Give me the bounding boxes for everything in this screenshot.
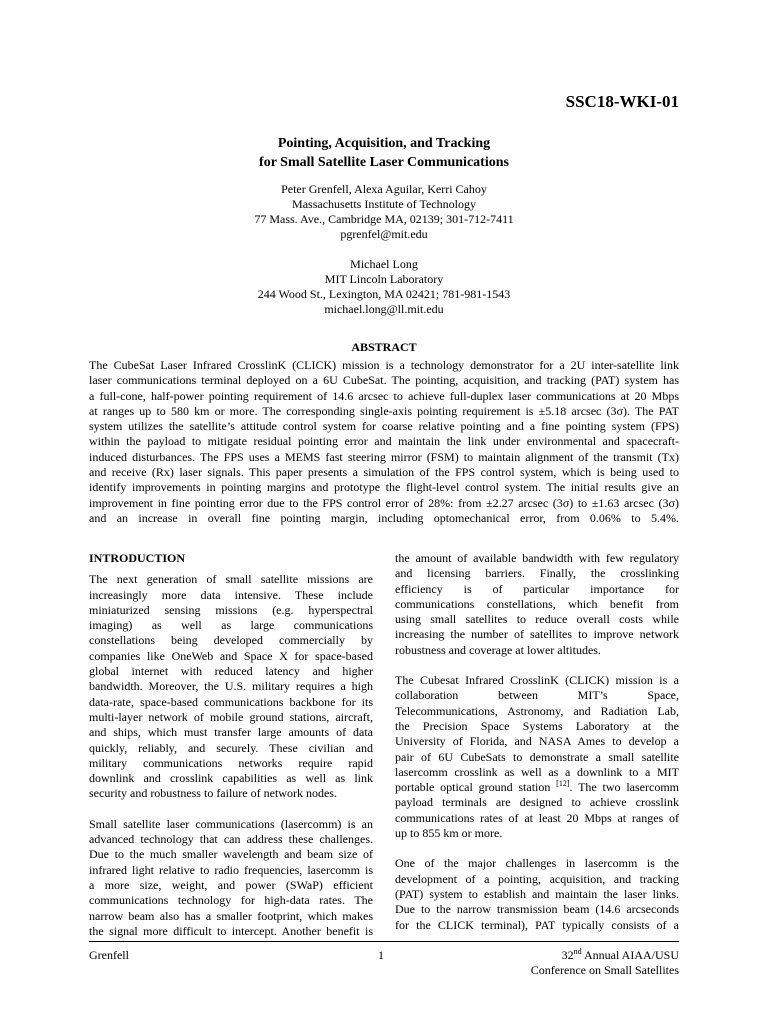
author-address: 77 Mass. Ave., Cambridge MA, 02139; 301-712-7411 — [254, 212, 514, 226]
abstract-line: and an increase in overall fine pointing margin, including optomechanical error, from 0.06% to 5.4%. — [89, 510, 679, 525]
text-line: imaging) as well as large communications — [89, 618, 373, 633]
abstract-line: The CubeSat Laser Infrared CrosslinK (CLICK) mission is a technology demonstrator for a 2U inter-satellite link — [89, 358, 679, 372]
text-line: One of the major challenges in lasercomm is the — [395, 856, 679, 871]
text-line: global internet with reduced latency and higher — [89, 664, 373, 679]
text-line: communications constellations, which benefit from — [395, 596, 679, 611]
conference-name: Annual AIAA/USU — [581, 948, 679, 962]
text-line: increasing the number of satellites to improve network — [395, 627, 679, 642]
text-line: communications rates of at least 20 Mbps at ranges of — [395, 810, 679, 825]
intro-paragraph-1 — [89, 572, 373, 801]
author-institution: Massachusetts Institute of Technology — [292, 197, 476, 211]
text-line: Due to the much smaller wavelength and beam size of — [89, 847, 373, 862]
conference-ordinal: 32 — [561, 948, 574, 962]
abstract-line: and receive (Rx) laser signals. This paper presents a simulation of the FPS control system, which is being used to — [89, 465, 679, 480]
abstract-line: at ranges up to 580 km or more. The corresponding single-axis pointing requirement is ±5.18 arcsec (3σ). The PAT — [89, 403, 679, 418]
author-block-2 — [0, 257, 768, 317]
section-heading-introduction: INTRODUCTION — [89, 551, 186, 565]
abstract-line: within the payload to mitigate residual pointing error and maintain the link under environmental and spacecraft- — [89, 434, 679, 449]
text-line: up to 855 km or more. — [395, 826, 503, 841]
author-email[interactable]: pgrenfel@mit.edu — [340, 227, 428, 241]
footer-divider — [89, 941, 679, 942]
text-line: a more size, weight, and power (SWaP) efficient — [89, 877, 373, 892]
text-fragment: portable optical ground station — [395, 780, 557, 795]
citation-ref[interactable]: [12] — [556, 779, 570, 789]
text-line: efficiency is of particular importance for — [395, 581, 679, 596]
text-line: Telecommunications, Astronomy, and Radiation Lab, — [395, 703, 679, 718]
title-line-2: for Small Satellite Laser Communications — [259, 155, 509, 170]
text-line: data-rate, space-based communications backbone for its — [89, 694, 373, 709]
text-line: collaboration between MIT’s Space, — [395, 688, 679, 703]
abstract-line: improvement in fine pointing error due to the FPS control error of 28%: from ±2.27 arcsec (3σ) to ±1.63 arcsec (3σ) — [89, 495, 679, 510]
text-line: (PAT) system to establish and maintain the laser links. — [395, 886, 679, 901]
author-address: 244 Wood St., Lexington, MA 02421; 781-981-1543 — [257, 287, 511, 301]
text-line: advanced technology that can address these challenges. — [89, 832, 373, 847]
footer-author: Grenfell — [89, 948, 129, 962]
conference-line-1 — [531, 948, 679, 963]
text-line: increasingly more data intensive. These include — [89, 587, 373, 602]
text-line: development of a pointing, acquisition, and tracking — [395, 871, 679, 886]
text-line: quickly, reliably, and securely. These civilian and — [89, 740, 373, 755]
paper-id: SSC18-WKI-01 — [565, 92, 679, 111]
text-line: multi-layer network of mobile ground stations, aircraft, — [89, 709, 373, 724]
intro-paragraph-2 — [89, 817, 373, 939]
text-line: miniaturized sensing missions (e.g. hyperspectral — [89, 602, 373, 617]
text-line: companies like OneWeb and Space X for space-based — [89, 648, 373, 663]
text-line-with-citation — [395, 780, 679, 795]
author-names: Michael Long — [350, 257, 418, 271]
text-line: the Precision Space Systems Laboratory at the — [395, 718, 679, 733]
text-line: communications technology for high-data rates. The — [89, 893, 373, 908]
text-line: infrared light relative to radio frequencies, lasercomm is — [89, 862, 373, 877]
right-paragraph-2 — [395, 673, 679, 841]
abstract-line: induced disturbances. The FPS uses a MEMS fast steering mirror (FSM) to maintain alignment of the transmit (Tx) — [89, 449, 679, 464]
right-paragraph-1 — [395, 551, 679, 658]
ordinal-suffix: nd — [573, 947, 582, 956]
abstract-line: system utilizes the satellite’s attitude control system for coarse relative pointing and a fine pointing system (FPS) — [89, 419, 679, 434]
text-line: The next generation of small satellite missions are — [89, 572, 373, 587]
author-institution: MIT Lincoln Laboratory — [324, 272, 444, 286]
conference-line-2: Conference on Small Satellites — [530, 963, 679, 977]
text-line: bandwidth. Moreover, the U.S. military requires a high — [89, 679, 373, 694]
text-line: constellations being developed commercially by — [89, 633, 373, 648]
text-line: the amount of available bandwidth with few regulatory — [395, 551, 679, 565]
right-paragraph-3 — [395, 856, 679, 932]
text-line: robustness and coverage at lower altitudes. — [395, 642, 601, 657]
footer-conference — [531, 948, 679, 978]
abstract-line: a full-cone, half-power pointing requirement of 14.6 arcsec to achieve full-duplex laser communications at 20 Mbps — [89, 388, 679, 403]
text-line: lasercomm crosslink as well as a downlink to a MIT — [395, 764, 679, 779]
paper-title — [0, 134, 768, 172]
abstract-body — [89, 358, 679, 526]
abstract-line: laser communications terminal deployed on a 6U CubeSat. The pointing, acquisition, and tracking (PAT) system has — [89, 373, 679, 388]
footer-page-number: 1 — [378, 948, 384, 962]
text-line: payload terminals are designed to achieve crosslink — [395, 795, 679, 810]
text-line: University of Florida, and NASA Ames to develop a — [395, 734, 679, 749]
right-column — [395, 551, 679, 933]
abstract-heading: ABSTRACT — [351, 340, 417, 354]
text-line: security and robustness to failure of network nodes. — [89, 786, 337, 801]
text-line: narrow beam also has a smaller footprint, which makes — [89, 908, 373, 923]
title-line-1: Pointing, Acquisition, and Tracking — [277, 136, 491, 151]
abstract-line: identify improvements in pointing margins and prototype the flight-level control system. The initial results give an — [89, 480, 679, 495]
text-line: and ships, which must transfer large amounts of data — [89, 725, 373, 740]
text-line: downlink and crosslink capabilities as well as link — [89, 771, 373, 786]
text-line: using small satellites to reduce overall costs while — [395, 612, 679, 627]
text-line: and licensing barriers. Finally, the crosslinking — [395, 566, 679, 581]
text-line: Due to the narrow transmission beam (14.6 arcseconds — [395, 902, 679, 917]
author-block-1 — [0, 182, 768, 242]
left-column — [89, 551, 373, 939]
text-line: Small satellite laser communications (lasercomm) is an — [89, 816, 373, 831]
text-line: the signal more difficult to intercept. Another benefit is — [89, 923, 373, 938]
text-line: for the CLICK terminal), PAT typically consists of a — [395, 917, 679, 932]
text-line: The Cubesat Infrared CrosslinK (CLICK) mission is a — [395, 673, 679, 688]
text-line: military communications networks require rapid — [89, 755, 373, 770]
text-line: pair of 6U CubeSats to demonstrate a small satellite — [395, 749, 679, 764]
text-fragment: . The two lasercomm — [569, 780, 679, 795]
author-email[interactable]: michael.long@ll.mit.edu — [324, 302, 444, 316]
author-names: Peter Grenfell, Alexa Aguilar, Kerri Cahoy — [281, 182, 487, 196]
